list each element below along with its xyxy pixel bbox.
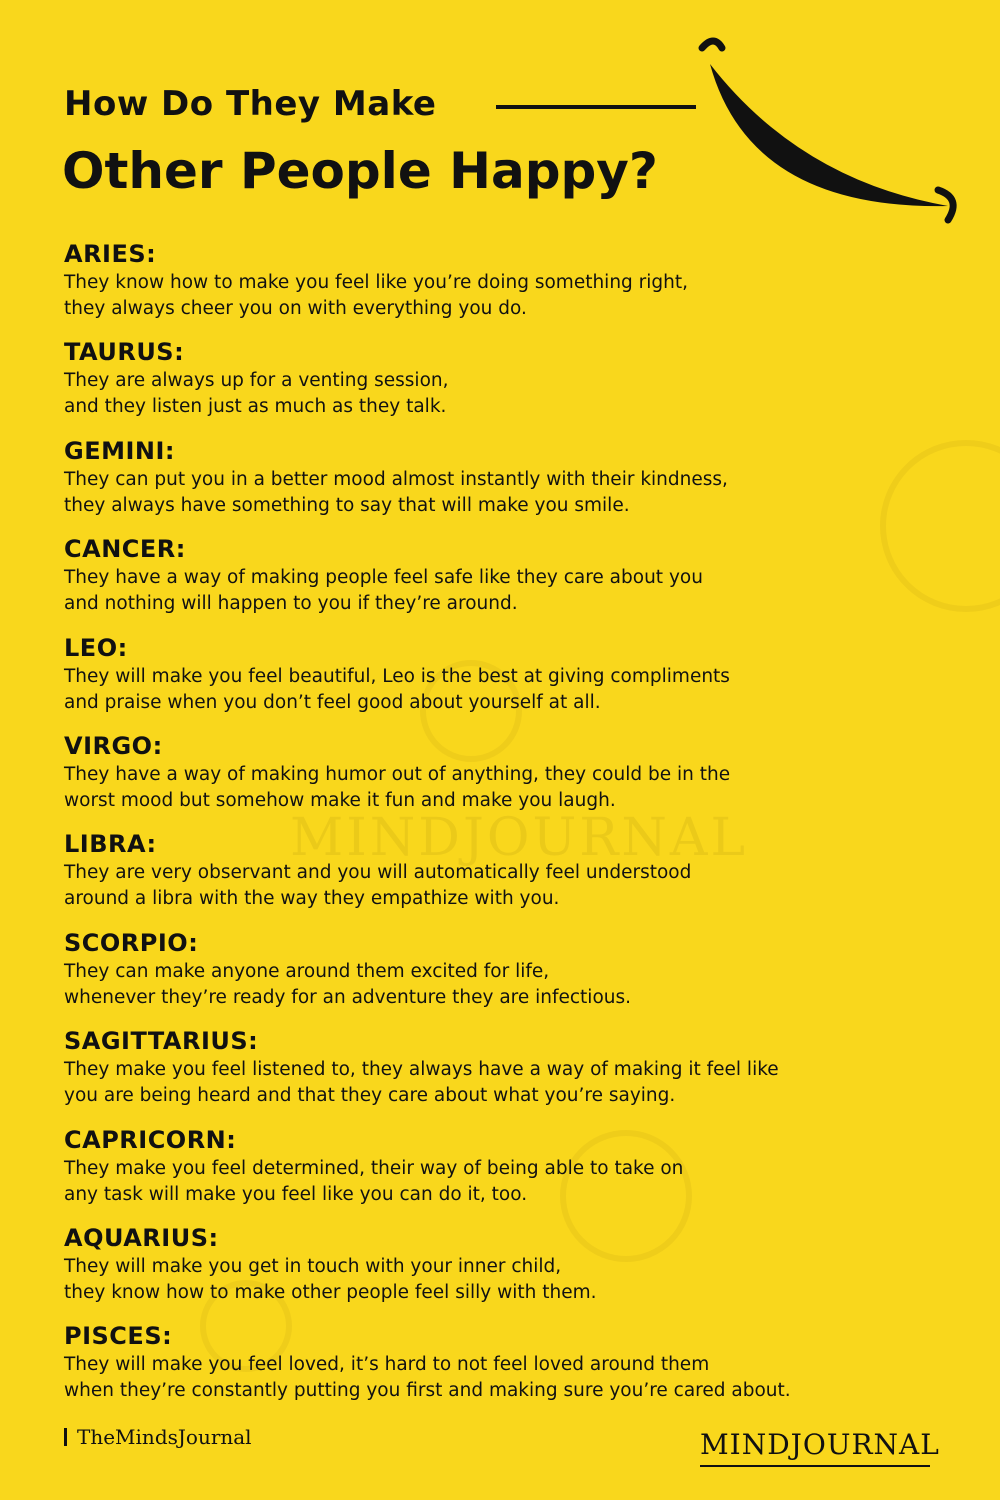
sign-description-line2: worst mood but somehow make it fun and make you laugh.	[64, 789, 616, 811]
footer-brand-text: TheMindsJournal	[77, 1425, 252, 1449]
sign-description-line2: they always have something to say that will make you smile.	[64, 494, 630, 516]
sign-description-line1: They will make you get in touch with your inner child,	[64, 1255, 562, 1277]
sign-name: SCORPIO:	[64, 928, 199, 957]
title-divider	[496, 105, 696, 109]
sign-description-line1: They can make anyone around them excited for life,	[64, 960, 550, 982]
sign-description-line1: They have a way of making people feel safe like they care about you	[64, 567, 703, 589]
sign-description-line1: They make you feel listened to, they always have a way of making it feel like	[64, 1059, 779, 1081]
sign-cancer	[64, 533, 964, 631]
sign-description-line1: They have a way of making humor out of anything, they could be in the	[64, 763, 731, 785]
sign-description-line2: around a libra with the way they empathize with you.	[64, 888, 560, 910]
sign-name: VIRGO:	[64, 731, 163, 760]
sign-aquarius	[64, 1222, 964, 1320]
sign-description-line2: they always cheer you on with everything you do.	[64, 298, 527, 319]
sign-name: CAPRICORN:	[64, 1125, 237, 1154]
sign-name: LIBRA:	[64, 830, 157, 859]
sign-name: CANCER:	[64, 535, 186, 564]
footer-brand	[64, 1425, 252, 1449]
sign-description-line2: they know how to make other people feel silly with them.	[64, 1281, 597, 1303]
sign-description-line1: They are always up for a venting session,	[64, 370, 449, 392]
sign-description-line2: any task will make you feel like you can do it, too.	[64, 1183, 528, 1205]
sign-scorpio	[64, 927, 964, 1025]
sign-name: GEMINI:	[64, 436, 176, 465]
smile-icon	[680, 30, 980, 230]
footer-logo: MINDJOURNAL	[700, 1428, 930, 1467]
page-title-line1: How Do They Make	[64, 84, 437, 124]
sign-list	[64, 238, 964, 1419]
sign-name: ARIES:	[64, 240, 157, 268]
sign-libra	[64, 828, 964, 926]
brand-bar-icon	[64, 1428, 67, 1446]
sign-name: SAGITTARIUS:	[64, 1027, 259, 1056]
sign-gemini	[64, 435, 964, 533]
sign-leo	[64, 632, 964, 730]
sign-description-line1: They can put you in a better mood almost instantly with their kindness,	[64, 468, 728, 490]
sign-name: LEO:	[64, 633, 128, 662]
sign-description-line1: They will make you feel loved, it’s hard to not feel loved around them	[64, 1354, 710, 1376]
sign-virgo	[64, 730, 964, 828]
sign-name: TAURUS:	[64, 338, 185, 367]
sign-description-line2: and they listen just as much as they talk.	[64, 396, 447, 418]
sign-aries	[64, 238, 964, 336]
sign-capricorn	[64, 1124, 964, 1222]
sign-description-line1: They make you feel determined, their way of being able to take on	[64, 1157, 684, 1179]
sign-taurus	[64, 336, 964, 434]
sign-description-line2: and praise when you don’t feel good about yourself at all.	[64, 691, 601, 713]
sign-pisces	[64, 1320, 964, 1418]
sign-name: AQUARIUS:	[64, 1223, 219, 1252]
page-title-line2: Other People Happy?	[62, 142, 658, 200]
sign-description-line1: They will make you feel beautiful, Leo is the best at giving compliments	[64, 665, 730, 687]
sign-description-line2: whenever they’re ready for an adventure they are infectious.	[64, 986, 632, 1008]
sign-description-line1: They know how to make you feel like you’re doing something right,	[64, 272, 689, 293]
sign-description-line2: and nothing will happen to you if they’re around.	[64, 593, 518, 615]
watermark: MINDJOURNAL	[290, 808, 749, 868]
sign-name: PISCES:	[64, 1322, 173, 1351]
sign-description-line1: They are very observant and you will automatically feel understood	[64, 862, 692, 884]
sign-description-line2: when they’re constantly putting you first and making sure you’re cared about.	[64, 1380, 791, 1402]
sign-sagittarius	[64, 1025, 964, 1123]
sign-description-line2: you are being heard and that they care about what you’re saying.	[64, 1085, 676, 1107]
